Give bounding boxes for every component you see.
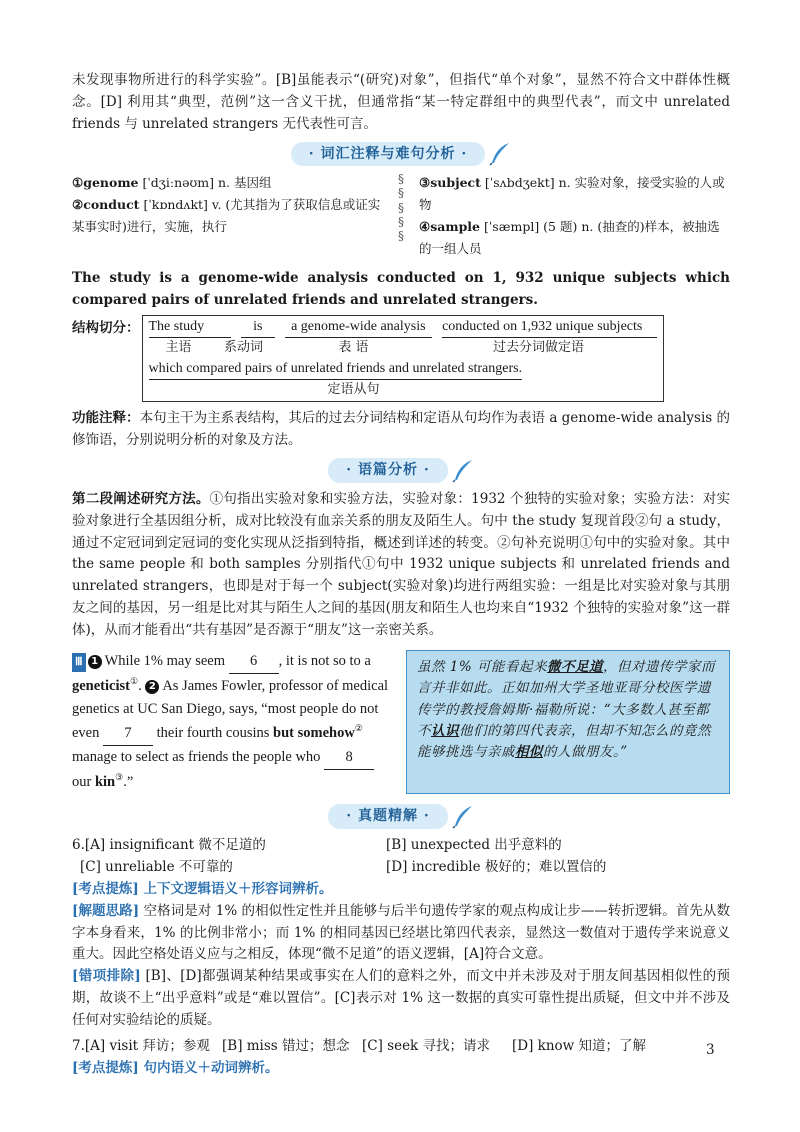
blank-7[interactable]: 7 xyxy=(103,722,153,746)
option-d: [D] incredible 极好的；难以置信的 xyxy=(386,859,607,876)
option-c: [C] seek 寻找；请求 xyxy=(362,1037,491,1054)
discourse-section-title: · 语篇分析 · xyxy=(328,458,448,483)
page-number: 3 xyxy=(706,1042,715,1058)
discourse-section-header xyxy=(72,458,730,483)
question-7: 7.[A] visit 拜访；参观 [B] miss 错过；想念 [C] seek 寻找；请求 [D] know 知道；了解 [考点提炼] 句内语义＋动词辨析。 xyxy=(72,1036,730,1080)
discourse-analysis: 第二段阐述研究方法。①句指出实验对象和实验方法，实验对象：1932 个独特的实验对象；实验方法：对实验对象进行全基因组分析，成对比较没有血亲关系的朋友及陌生人。句中 the study 复现首段②句 a study，通过不定冠词到定冠词的变化实现从泛指到特指，概述到详述的转变。②句补充说明①句中的实验对象。其中 the same people 和 both samples 分别指代①句中 1932 unique subjects 和 unrelated friends and unrelated strangers，也即是对于每一个 subject(实验对象)均进行两组实验：一组是比对实验对象与其朋友之间的基因，另一组是比对其与陌生人之间的基因(朋友和陌生人也均来自“1932 个独特的实验对象”这一群体)，从而才能看出“共有基因”是否源于“朋友”这一亲密关系。 xyxy=(72,490,730,639)
structure-role: 定语从句 xyxy=(327,381,380,397)
vocab-item: ③subject [ˈsʌbdʒekt] n. 实验对象，接受实验的人或物 xyxy=(419,175,725,213)
structure-analysis xyxy=(72,315,730,402)
structure-segment: which compared pairs of unrelated friends and unrelated strangers. xyxy=(149,358,523,380)
structure-label: 结构切分： xyxy=(72,320,140,337)
option-c: [C] unreliable 不可靠的 xyxy=(80,859,233,876)
key-point: [考点提炼] 上下文逻辑语义＋形容词辨析。 xyxy=(72,880,333,897)
structure-segment: is xyxy=(241,316,274,338)
option-b: [B] unexpected 出乎意料的 xyxy=(386,837,562,854)
quill-icon xyxy=(452,459,474,483)
solution-idea: [解题思路] 空格词是对 1% 的相似性定性并且能够与后半句遗传学家的观点构成让步——转折逻辑。首先从数字本身看来，1% 的比例非常小；而 1% 的相同基因已经堪比第四代表亲，显然这一数值对于遗传学来说意义重大。因此空格处语义应与之相反，体现“微不足道”的语义逻辑，[A]符合文意。 xyxy=(72,902,730,963)
vocab-item: ①genome [ˈdʒiːnəʊm] n. 基因组 xyxy=(72,175,272,191)
structure-segment: a genome-wide analysis xyxy=(285,316,433,338)
passage-mark: Ⅲ xyxy=(72,653,86,673)
vocab-divider: § § § § § xyxy=(398,172,404,243)
structure-segment: The study xyxy=(149,316,232,338)
structure-role: 表 语 xyxy=(338,340,369,356)
structure-role: 主语 xyxy=(165,340,192,356)
vocab-right-column xyxy=(419,172,730,260)
vocab-left-column xyxy=(72,172,383,260)
option-d: [D] know 知道；了解 xyxy=(512,1037,646,1054)
answer-section-title: · 真题精解 · xyxy=(328,804,448,829)
difficult-sentence: The study is a genome-wide analysis conducted on 1, 932 unique subjects which compared pairs of unrelated friends and unrelated strangers. xyxy=(72,269,730,308)
option-a: [A] insignificant 微不足道的 xyxy=(84,837,266,854)
function-note: 功能注释：本句主干为主系表结构，其后的过去分词结构和定语从句均作为表语 a genome-wide analysis 的修饰语，分别说明分析的对象及方法。 xyxy=(72,410,731,449)
intro-paragraph: 未发现事物所进行的科学实验”。[B]虽能表示“(研究)对象”，但指代“单个对象”，显然不符合文中群体性概念。[D] 利用其“典型，范例”这一含义干扰，但通常指“某一特定群组中的典型代表”，而文中 unrelated friends 与 unrelated strangers 无代表性可言。 xyxy=(72,72,730,132)
blank-6[interactable]: 6 xyxy=(229,650,279,674)
blank-8[interactable]: 8 xyxy=(324,746,374,770)
question-6: 6.[A] insignificant 微不足道的 [B] unexpected 出乎意料的 [C] unreliable 不可靠的 [D] incredible 极好的；难以置信的 [考点提炼] 上下文逻辑语义＋形容词辨析。 [解题思路] 空格词是对 1% 的相似性定性并且能够与后半句遗传学家的观点构成让步——转折逻辑。首先从数字本身看来，1% 的比例非常小；而 1% 的相同基因已经堪比第四代表亲，显然这一数值对于遗传学来说意义重大。因此空格处语义应与之相反，体现“微不足道”的语义逻辑，[A]符合文意。 [错项排除] [B]、[D]都强调某种结果或事实在人们的意料之外，而文中并未涉及对于朋友间基因相似性的预期，故谈不上“出乎意料”或是“难以置信”。[C]表示对 1% 这一数据的真实可靠性提出质疑，但文中并不涉及任何对实验结论的质疑。 xyxy=(72,835,730,1032)
quill-icon xyxy=(489,142,511,166)
wrong-options: [错项排除] [B]、[D]都强调某种结果或事实在人们的意料之外，而文中并未涉及对于朋友间基因相似性的预期，故谈不上“出乎意料”或是“难以置信”。[C]表示对 1% 这一数据的真实可靠性提出质疑，但文中并不涉及任何对实验结论的质疑。 xyxy=(72,968,731,1029)
passage-translation: 虽然 1% 可能看起来微不足道，但对遗传学家而言并非如此。正如加州大学圣地亚哥分校医学遗传学的教授詹姆斯·福勒所说：“大多数人甚至都不认识他们的第四代表亲，但却不知怎么的竟然能够挑选与亲戚相似的人做朋友。” xyxy=(406,650,730,795)
key-point: [考点提炼] 句内语义＋动词辨析。 xyxy=(72,1059,279,1076)
structure-role: 过去分词做定语 xyxy=(492,340,584,356)
vocab-notes xyxy=(72,172,730,260)
vocab-item: ④sample [ˈsæmpl] (5 题) n. (抽查的)样本，被抽选的一组人员 xyxy=(419,219,720,256)
quill-icon xyxy=(452,805,474,829)
option-b: [B] miss 错过；想念 xyxy=(222,1037,350,1054)
structure-role: 系动词 xyxy=(223,340,263,356)
structure-segment: conducted on 1,932 unique subjects xyxy=(442,316,656,338)
structure-box xyxy=(142,315,664,402)
option-a: [A] visit 拜访；参观 xyxy=(84,1037,210,1054)
reading-passage xyxy=(72,650,730,795)
vocab-section-header xyxy=(72,142,730,167)
vocab-item: ②conduct [ˈkɒndʌkt] v. (尤其指为了获取信息或证实某事实时)进行，实施，执行 xyxy=(72,197,381,234)
answer-section-header xyxy=(72,804,730,829)
vocab-section-title: · 词汇注释与难句分析 · xyxy=(291,142,486,167)
passage-text: Ⅲ 1 While 1% may seem 6 , it is not so to a geneticist①. 2 As James Fowler, professor of medical genetics at UC San Diego, says, “most people do not even 7 their fourth cousins but somehow② manage to select as friends the people who 8 our kin③.” xyxy=(72,650,392,795)
